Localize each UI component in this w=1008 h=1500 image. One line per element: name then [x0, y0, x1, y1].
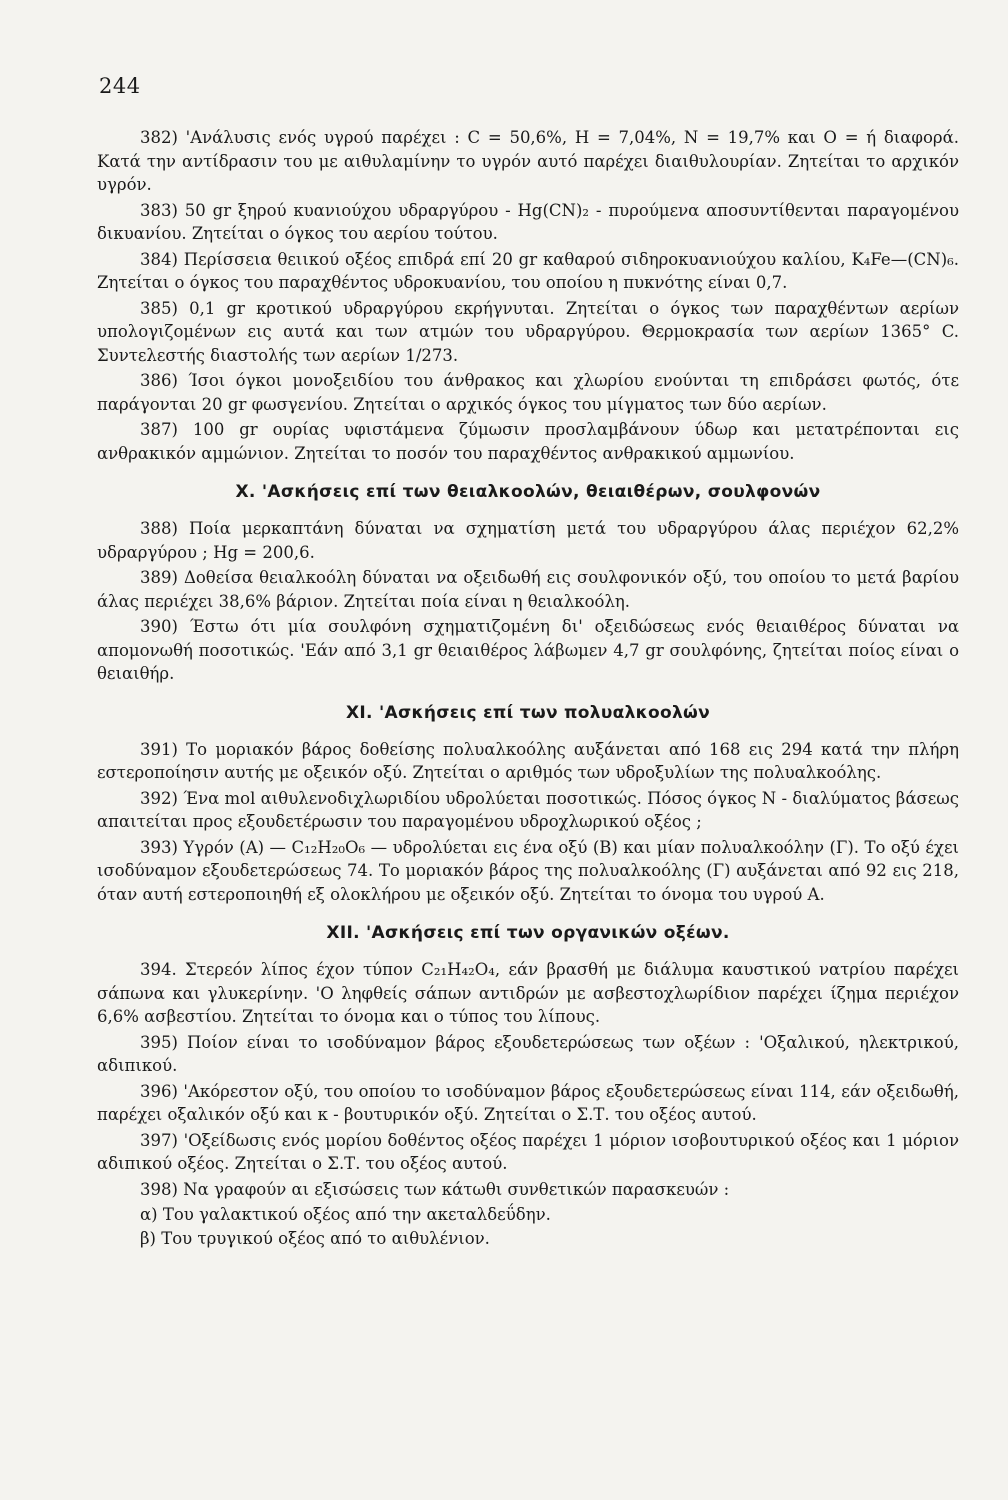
exercise-391: 391) Το μοριακόν βάρος δοθείσης πολυαλκοόλης αυξάνεται από 168 εις 294 κατά την πλήρη εστεροποίησιν αυτής με οξεικόν οξύ. Ζητείται ο αριθμός των υδροξυλίων της πολυαλκοόλης. — [97, 739, 959, 782]
exercise-392: 392) Ένα mol αιθυλενοδιχλωριδίου υδρολύεται ποσοτικώς. Πόσος όγκος N - διαλύματος βάσεως απαιτείται προς εξουδετέρωσιν του παραγομένου υδροχλωρικού οξέος ; — [97, 788, 959, 831]
exercise-394: 394. Στερεόν λίπος έχον τύπον C₂₁H₄₂O₄, εάν βρασθή με διάλυμα καυστικού νατρίου παρέχει σάπωνα και γλυκερίνην. 'Ο ληφθείς σάπων αντιδρών με ασβεστοχλωρίδιον παρέχει ίζημα περιέχον 6,6% ασβεστίου. Ζητείται το όνομα και ο τύπος του λίπους. — [97, 960, 959, 1026]
exercise-395: 395) Ποίον είναι το ισοδύναμον βάρος εξουδετερώσεως των οξέων : 'Οξαλικού, ηλεκτρικού, αδιπικού. — [97, 1032, 959, 1075]
exercise-389: 389) Δοθείσα θειαλκοόλη δύναται να οξειδωθή εις σουλφονικόν οξύ, του οποίου το μετά βαρίου άλας περιέχει 38,6% βάριον. Ζητείται ποία είναι η θειαλκοόλη. — [97, 568, 959, 611]
exercise-387: 387) 100 gr ουρίας υφιστάμενα ζύμωσιν προσλαμβάνουν ύδωρ και μετατρέπονται εις ανθρακικόν αμμώνιον. Ζητείται το ποσόν του παραχθέντος ανθρακικού αμμωνίου. — [97, 420, 959, 463]
section-x — [97, 482, 959, 686]
page-number: 244 — [99, 74, 141, 98]
exercise-393: 393) Υγρόν (A) — C₁₂H₂₀O₆ — υδρολύεται εις ένα οξύ (B) και μίαν πολυαλκοόλην (Γ). Το οξύ έχει ισοδύναμον εξουδετερώσεως 74. Το μοριακόν βάρος της πολυαλκοόλης (Γ) αυξάνεται από 92 εις 218, όταν αυτή εστεροποιηθή εξ ολοκλήρου με οξεικόν οξύ. Ζητείται το όνομα του υγρού A. — [97, 837, 959, 904]
list-item-beta: β) Του τρυγικού οξέος από το αιθυλένιον. — [140, 1228, 490, 1248]
section-xi — [97, 703, 959, 907]
exercise-383: 383) 50 gr ξηρού κυανιούχου υδραργύρου - Hg(CN)₂ - πυρούμενα αποσυντίθενται παραγομένου δικυανίου. Ζητείται ο όγκος του αερίου τούτου. — [97, 200, 959, 243]
page-content — [97, 126, 959, 1250]
exercise-397: 397) 'Οξείδωσις ενός μορίου δοθέντος οξέος παρέχει 1 μόριον ισοβουτυρικού οξέος και 1 μόριον αδιπικού οξέος. Ζητείται ο Σ.Τ. του οξέος αυτού. — [97, 1130, 959, 1173]
exercise-388: 388) Ποία μερκαπτάνη δύναται να σχηματίση μετά του υδραργύρου άλας περιέχον 62,2% υδραργύρου ; Hg = 200,6. — [97, 519, 959, 562]
exercise-382: 382) 'Ανάλυσις ενός υγρού παρέχει : C = 50,6%, H = 7,04%, N = 19,7% και O = ή διαφορά. Κατά την αντίδρασιν του με αιθυλαμίνην το υγρόν αυτό παρέχει διαιθυλουρίαν. Ζητείται το αρχικόν υγρόν. — [97, 128, 959, 194]
exercise-386: 386) Ίσοι όγκοι μονοξειδίου του άνθρακος και χλωρίου ενούνται τη επιδράσει φωτός, ότε παράγονται 20 gr φωσγενίου. Ζητείται ο αρχικός όγκος του μίγματος των δύο αερίων. — [97, 371, 959, 414]
list-item-alpha: α) Του γαλακτικού οξέος από την ακεταλδεΰδην. — [140, 1205, 551, 1224]
exercise-384: 384) Περίσσεια θειικού οξέος επιδρά επί 20 gr καθαρού σιδηροκυανιούχου καλίου, K₄Fe—(CN)₆. Ζητείται ο όγκος του παραχθέντος υδροκυανίου, του οποίου η πυκνότης είναι 0,7. — [97, 249, 959, 292]
exercise-390: 390) Έστω ότι μία σουλφόνη σχηματιζομένη δι' οξειδώσεως ενός θειαιθέρος δύναται να απομονωθή ποσοτικώς. 'Εάν από 3,1 gr θειαιθέρος λάβωμεν 4,7 gr σουλφόνης, ζητείται ποίος είναι ο θειαιθήρ. — [97, 617, 959, 683]
exercise-398: 398) Να γραφούν αι εξισώσεις των κάτωθι συνθετικών παρασκευών : — [140, 1179, 730, 1199]
section-heading-xi: XI. 'Ασκήσεις επί των πολυαλκοολών — [345, 702, 711, 723]
section-xii — [97, 923, 959, 1250]
exercise-396: 396) 'Ακόρεστον οξύ, του οποίου το ισοδύναμον βάρος εξουδετερώσεως είναι 114, εάν οξειδωθή, παρέχει οξαλικόν οξύ και κ - βουτυρικόν οξύ. Ζητείται ο Σ.Τ. του οξέος αυτού. — [97, 1081, 959, 1124]
section-heading-xii: XII. 'Ασκήσεις επί των οργανικών οξέων. — [326, 923, 730, 943]
exercise-385: 385) 0,1 gr κροτικού υδραργύρου εκρήγνυται. Ζητείται ο όγκος των παραχθέντων αερίων υπολογιζομένων εις αυτά και των ατμών του υδραργύρου. Θερμοκρασία των αερίων 1365° C. Συντελεστής διαστολής των αερίων 1/273. — [97, 298, 959, 365]
section-heading-x: X. 'Ασκήσεις επί των θειαλκοολών, θειαιθέρων, σουλφονών — [235, 482, 821, 502]
section-intro — [97, 126, 959, 465]
